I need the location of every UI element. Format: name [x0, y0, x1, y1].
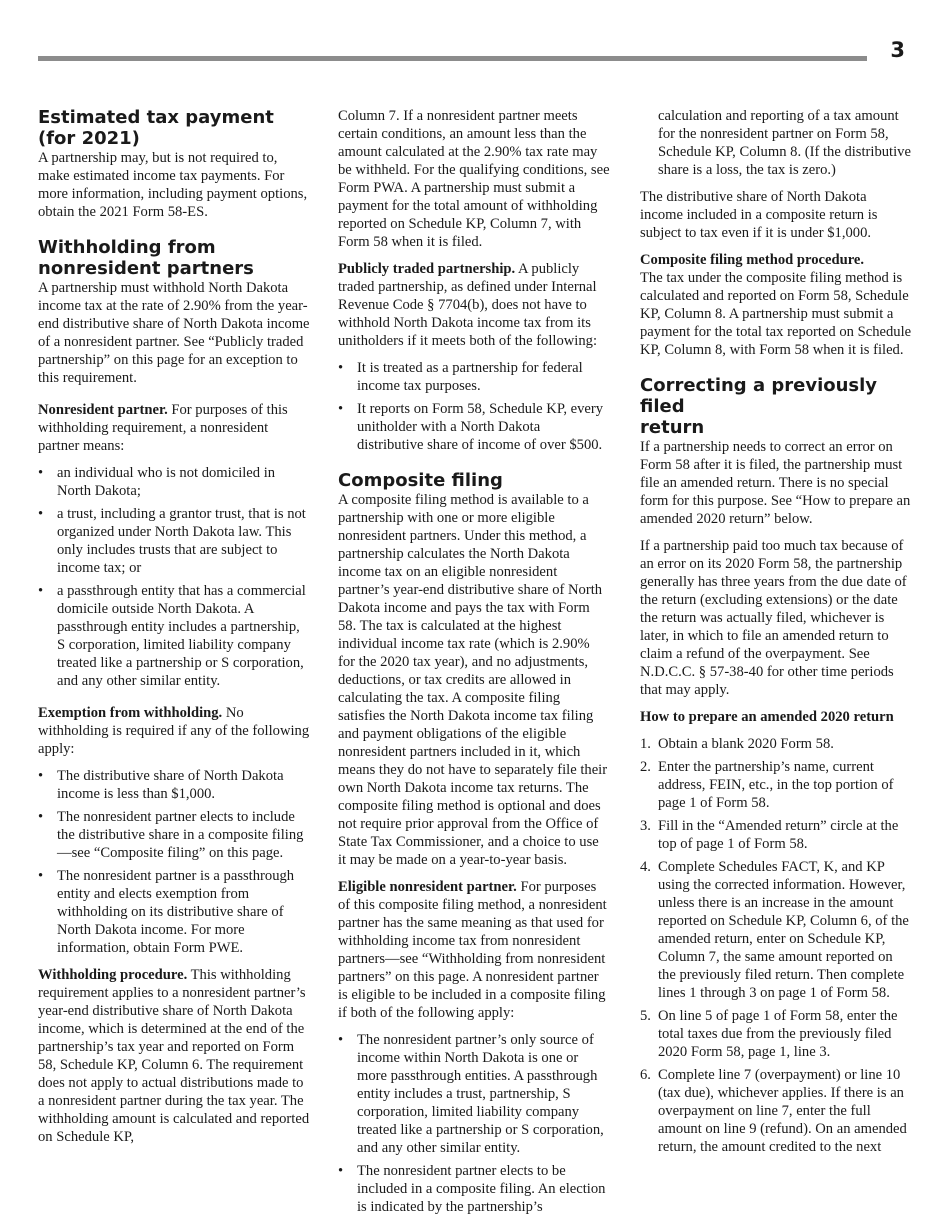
list-item: 2. Enter the partnership’s name, current address, FEIN, etc., in the top portion of page 1 of Form 58. [640, 759, 894, 811]
list-item: 5. On line 5 of page 1 of Form 58, enter the total taxes due from the previously filed 2020 Form 58, page 1, line 3. [640, 1008, 898, 1060]
list-item: 1. Obtain a blank 2020 Form 58. [640, 736, 834, 752]
list-item: • The nonresident partner’s only source of income within North Dakota is one or more passthrough entities. A passthrough entity includes a trust, partnership, S corporation, limited liability company treated like a partnership or S corporation, and any other similar entity. [338, 1031, 610, 1157]
list-item: • It is treated as a partnership for federal income tax purposes. [338, 359, 610, 395]
withholding-procedure-paragraph: Withholding procedure. This withholding requirement applies to a nonresident partner’s year-end distributive share of North Dakota income, which is determined at the end of the partnership’s tax year and reported on Form 58, Schedule KP, Column 6. The requirement does not apply to actual distributions made to a nonresident partner during the tax year. The withholding amount is calculated and reported on Schedule KP, [38, 967, 310, 1145]
distributive-share-paragraph: The distributive share of North Dakota income included in a composite return is subject to tax even if it is under $1,000. [640, 189, 878, 241]
eligible-partner-paragraph: Eligible nonresident partner. For purposes of this composite filing method, a nonresident partner has the same meaning as that used for withholding income tax from nonresident partners—see “Withholding from nonresident partners” on this page. A nonresident partner is eligible to be included in a composite filing if both of the following apply: [338, 879, 607, 1021]
list-item: 4. Complete Schedules FACT, K, and KP using the corrected information. However, unless there is an increase in the amount reported on Schedule KP, Column 6, of the amended return, enter on Schedule KP, Column 7, the same amount reported on the previously filed return. Then complete lines 1 through 3 on page 1 of Form 58. [640, 859, 909, 1001]
heading-estimated-tax: Estimated tax payment (for 2021) [38, 107, 274, 149]
heading-correcting-return: Correcting a previously filed return [640, 375, 878, 438]
composite-procedure-paragraph: Composite filing method procedure. The tax under the composite filing method is calculated and reported on Form 58, Schedule KP, Column 8. A partnership must submit a payment for the total tax reported on Schedule KP, Column 8, with Form 58 when it is filed. [640, 252, 912, 358]
correcting-paragraph-1: If a partnership needs to correct an error on Form 58 after it is filed, the partnership must file an amended return. There is no special form for this purpose. See “How to prepare an amended 2020 return” below. [640, 439, 911, 527]
list-item: 3. Fill in the “Amended return” circle at the top of page 1 of Form 58. [640, 818, 899, 852]
column-3 [640, 107, 912, 1161]
composite-filing-paragraph: A composite filing method is available to a partnership with one or more eligible nonresident partners. Under this method, a partnership calculates the North Dakota income tax on an eligible nonresident partner’s year-end distributive share of North Dakota income and pays the tax with Form 58. The tax is calculated at the highest individual income tax rate (which is 2.90% for the 2020 tax year), and no adjustments, deductions, or tax credits are allowed in calculating the tax. A composite filing satisfies the North Dakota income tax filing and payment obligations of the eligible nonresident partners included in it, which means they do not have to separately file their own North Dakota income tax returns. The composite filing method is optional and does not require prior approval from the Office of State Tax Commissioner, and a choice to use it may be made on a year-to-year basis. [338, 492, 608, 868]
header-rule [38, 56, 867, 61]
heading-withholding: Withholding from nonresident partners [38, 237, 254, 279]
withholding-paragraph: A partnership must withhold North Dakota income tax at the rate of 2.90% from the year-end distributive share of North Dakota income of a nonresident partner. See “Publicly traded partnership” on this page for an exception to this requirement. [38, 280, 310, 386]
nonresident-partner-runin: Nonresident partner. [38, 402, 168, 418]
list-item: • a passthrough entity that has a commercial domicile outside North Dakota. A passthrough entity includes a partnership, S corporation, limited liability company treated like a partnership or S corporation, and any other similar entity. [38, 582, 310, 690]
exemption-runin: Exemption from withholding. [38, 705, 223, 721]
list-item: • The distributive share of North Dakota income is less than $1,000. [38, 767, 310, 803]
list-item: • The nonresident partner elects to be included in a composite filing. An election is indicated by the partnership’s [338, 1162, 610, 1216]
list-item: • The nonresident partner is a passthrough entity and elects exemption from withholding on its distributive share of North Dakota income. For more information, obtain Form PWE. [38, 867, 310, 957]
nonresident-partner-list [38, 464, 310, 690]
list-item: • a trust, including a grantor trust, that is not organized under North Dakota law. This only includes trusts that are subject to income tax; or [38, 505, 310, 577]
amended-return-steps [640, 735, 912, 1156]
ptp-paragraph: Publicly traded partnership. A publicly traded partnership, as defined under Internal Revenue Code § 7704(b), does not have to withhold North Dakota income tax from its unitholders if it meets both of the following: [338, 261, 598, 349]
exemption-list [38, 767, 310, 957]
list-item: • It reports on Form 58, Schedule KP, every unitholder with a North Dakota distributive share of income of over $500. [338, 400, 610, 454]
ptp-list [338, 359, 610, 454]
withholding-continued-paragraph: Column 7. If a nonresident partner meets certain conditions, an amount less than the amount calculated at the 2.90% tax rate may be withheld. For the qualifying conditions, see Form PWA. A partnership must submit a payment for the total amount of withholding reported on Schedule KP, Column 7, with Form 58 when it is filed. [338, 108, 610, 250]
correcting-paragraph-2: If a partnership paid too much tax because of an error on its 2020 Form 58, the partnership generally has three years from the due date of the return (excluding extensions) or the date the return was actually filed, whichever is later, in which to file an amended return to claim a refund of the overpayment. See N.D.C.C. § 57-38-40 for other time periods that may apply. [640, 538, 907, 698]
eligible-partner-runin: Eligible nonresident partner. [338, 879, 517, 895]
estimated-tax-paragraph: A partnership may, but is not required to, make estimated income tax payments. For more information, including payment options, obtain the 2021 Form 58-ES. [38, 150, 308, 220]
eligible-partner-list [338, 1031, 610, 1216]
column-1 [38, 107, 310, 1155]
list-item: • The nonresident partner elects to include the distributive share in a composite filing—see “Composite filing” on this page. [38, 808, 310, 862]
composite-procedure-title: Composite filing method procedure. [640, 252, 865, 268]
list-item: • an individual who is not domiciled in North Dakota; [38, 464, 310, 500]
bullet-continuation: calculation and reporting of a tax amount for the nonresident partner on Form 58, Schedule KP, Column 8. (If the distributive share is a loss, the tax is zero.) [658, 108, 911, 178]
ptp-runin: Publicly traded partnership. [338, 261, 516, 277]
heading-composite-filing: Composite filing [338, 470, 503, 491]
amended-return-title: How to prepare an amended 2020 return [640, 709, 894, 725]
withholding-procedure-runin: Withholding procedure. [38, 967, 188, 983]
exemption-paragraph: Exemption from withholding. No withholding is required if any of the following apply: [38, 705, 310, 757]
page-number: 3 [890, 38, 905, 62]
nonresident-partner-paragraph: Nonresident partner. For purposes of this withholding requirement, a nonresident partner means: [38, 402, 288, 454]
list-item: 6. Complete line 7 (overpayment) or line 10 (tax due), whichever applies. If there is an overpayment on line 7, enter the full amount on line 9 (refund). On an amended return, the amount credited to the next [640, 1067, 907, 1155]
column-2 [338, 107, 610, 1225]
